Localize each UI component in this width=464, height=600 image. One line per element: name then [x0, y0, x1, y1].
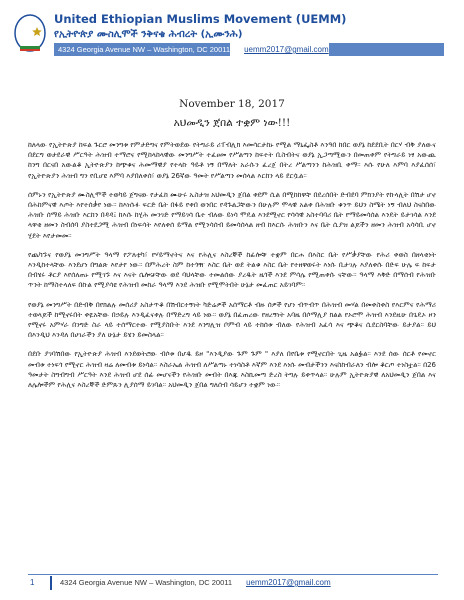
footer-email-link[interactable]: uemm2017@gmail.com	[246, 578, 331, 587]
page-footer	[28, 574, 438, 590]
organization-block	[54, 12, 454, 56]
org-name-amharic: የኢትዮጵያ ሙስሊሞች ንቅናቄ ሕብረት (ኢሙንሕ)	[54, 29, 243, 40]
paragraph: የወያኔ መንግሥት በድብቅ በየክልሉ መሰሪያ አስታጥቆ በሽብርተኝነት ካድሬዎች አሰማርቶ ብዙ ሰዎች የሆነ ብጥብጥ በሕዝብ መሃል በመቀስቀስ የእርምና የሕማሪ ተወላጆች ከሚኖሩበት ቀዬአቸው በኃይሉ እንዲፈናቀሉ በማድረግ ላይ ነው። ወያኔ በፈጠረው የዘረኝነት አባዜ በሶማሊያ ክልል የኦሮሞ ሕዝብ እንደዚሁ በጌዴኦ ዞን የሚኖሩ አምሃራ በንግድ ስራ ላይ ተሰማርተው የሚያስቡት እንደ እንግሊዝ ቦምብ ላይ ተከሰቱ ብለው የሕዝብ አፈሳ እና ጭቆና ሲደርስባቸው ይታያል። ይህ በእንዲህ እንዳለ በሀገራችን ያለ ሁኔታ ይሄን ይመስላል።	[28, 300, 436, 340]
crescent-star-emblem-icon	[12, 12, 48, 54]
letter-body	[28, 140, 436, 399]
footer-address: 4324 Georgia Avenue NW – Washington, DC 20011	[60, 578, 233, 587]
page-number: 1	[28, 576, 52, 590]
paragraph: በደቡ ያገባሽበው የኢትዮጵያ ሕዝብ እንደወትሮው ብሶቱ በሆዱ ይዞ "እንዲያው ጉም ጉም " እያለ በየቤቱ የሚኖርበት ጊዜ አልፏል። እንደ ሰው ሰርቶ የመኖር መብቱ ተነፍጎ የሚኖር ሕዝብ ዛሬ ለመብቱ ይነሳል። እስራኤል ሕዝብ ለሥልጣኑ ተነሳስቶ እኛም እንደ እነሱ መብታችንን እናስከብራለን ብሎ ቆርጦ ተነስቷል። በ26 ዓመታት ስግብግብ ሥርዓት እንደ ሕዝብ ሆደ ሰፊ መሆናችን የሕዝቡ መብት በእጁ እስኪመጣ ድረስ ትግሉ ይቀጥላል። ሁሉም ኢትዮጵያዊ ለአህመዲን ጀበል እና ለሌሎችም የሕሊና እስረኞች ድምጹን ሊያሰማ ይገባል። አህመዲን ጀበል ግለሰብ ሳይሆን ተቋም ነው።	[28, 350, 436, 390]
letterhead	[12, 10, 452, 66]
paragraph: የጨካኙና የወያኔ መንግሥት ዓላማ የፖለቲካ፣ የሃይማኖትና እና የሕሊና እስረኞች ከፊሎቹ ተቋም በርሐ በእስር ቤት የሥቃያቸው የሕሪ ቀወስ በዘላቂነት እንዲከተላቸው እንደሆነ በግልጽ እየታየ ነው። በምሕረት ስም ከተጎዥ እስር ቤት ወደ ትልቁ እስር ቤት የተዘዋወሩት እነሱ ቢታገሉ እያለቀሱ በድፍ ሁሌ ፍ ከፍታ በብሄሩ ቶርያ እየሰለጠኑ የሚገኙ እና እናት ሴሎቻቸው ወደ ባህላቸው ተመልሰው ያረዱት ዜጎች እንደ ምሳሌ የሚጠቀሱ ናቸው። ዓላማ እቅድ በማሰብ የሕዝቡ ጥንት ከማስተላለፍ በኩል የሚያሳዩ የሕዝብ መከራ ዓላማ እንደ ሕዝቡ የሚሞትበት ሁኔታ መፈጠር አይገባም።	[28, 250, 436, 290]
paragraph: ከለላው የኢትዮጵያ ከፍል ጉርሮ መንግቱ የምታድግና የምትወደው የትግራይ ሪፐብሊክ እመሳርታከኑ የሚል ማኒፌስቶ እንዓበ ከበር ወያኔ ከደደቢት በርሃ ብቅ ያለውና በደርግ ወታደራዊ ሥርዓት ሕዝብ ተማሮና የሚከላከላዊው መንግሥት ተፈፀመ የሥልጣን ከፍተት ቢስብትና ወያኔ ኢጋጣሚውን በመጠቀም የትግራይ ነፃ አውጪ ከንግ በርናበ አውልቆ ኢትዮጵያን ከጭቁና ሕመማዊያ የተላኩ ዓይቶ ነኝ በማለት አራሱን ፈረጀ በትረ ሥልጣንን ከሕዝቢ ቀማ። እሱ የሁለ እምባ እያፈሰሰ፣ የኢትዮጵያን ሕዝብ ግን የቢሆዩ እምባ እያበለቀሰ፣ ወያኔ 26ኛው ዓመት የሥልጣን መሰላል እርከን ላይ ደርሷል።	[28, 141, 436, 180]
header-address: 4324 Georgia Avenue NW – Washington, DC 20011	[58, 45, 231, 54]
org-name-english: United Ethiopian Muslims Movement (UEMM)	[54, 12, 347, 26]
letter-date: November 18, 2017	[179, 98, 285, 110]
header-email-link[interactable]: uemm2017@gmail.com	[230, 43, 329, 56]
letter-title: አህመዲን ጀበል ተቋም ነው!!!	[173, 117, 291, 129]
paragraph: ሰምኑን የኢትዮጵያ ሙስሊሞች ተወካይ ጀግናው የታፈከ ሙሁሩ ኡስታዝ አህመዲን ጀበል ቀደም ሲል በሚከከዋቸ በደረሰበት ድብደባ ምክንያት የኩላሊት በሽታ ሆኖ በሕከምናዊ እጦት እየተሰቃየ ነው። ከእነሱፉ ፍርድ ቤት በፋይ የቀበ ወንበር የዳጉልጋቸውን በሁሉም ሞላዊ አልቀ በሕዝቡ ቁንጥ ይህን ስሜት ነኝ ብለህ ስናስበው ሕዝቡ ሰማይ ሕዝቡ እርከን በዳዳ፤ ከእሱ ከሂሕ መንገድ የማይገሳ ቤተ ብለው ይነሳ ሞዴል እንደሚኖር የሳሳዊ አስተባባሪ ቤት የማይመሳሰል እንዴት ይታገሳል እንደ ላዋቂ ዘመን ስብሰባ ያስተደጋሚ ሕዝብ በነፍሳት እየለቀሰ ይማል የሚንሳሰብ ይመሳሰላል ዘብ ከእርሱ ሕዝቡን እና ቤት ሲያዝ ልጆችን ዘመን ሕዝብ አሳሳቢ ሆኖ ሂደት እየታመመ።	[28, 190, 436, 240]
address-bar	[54, 43, 444, 56]
